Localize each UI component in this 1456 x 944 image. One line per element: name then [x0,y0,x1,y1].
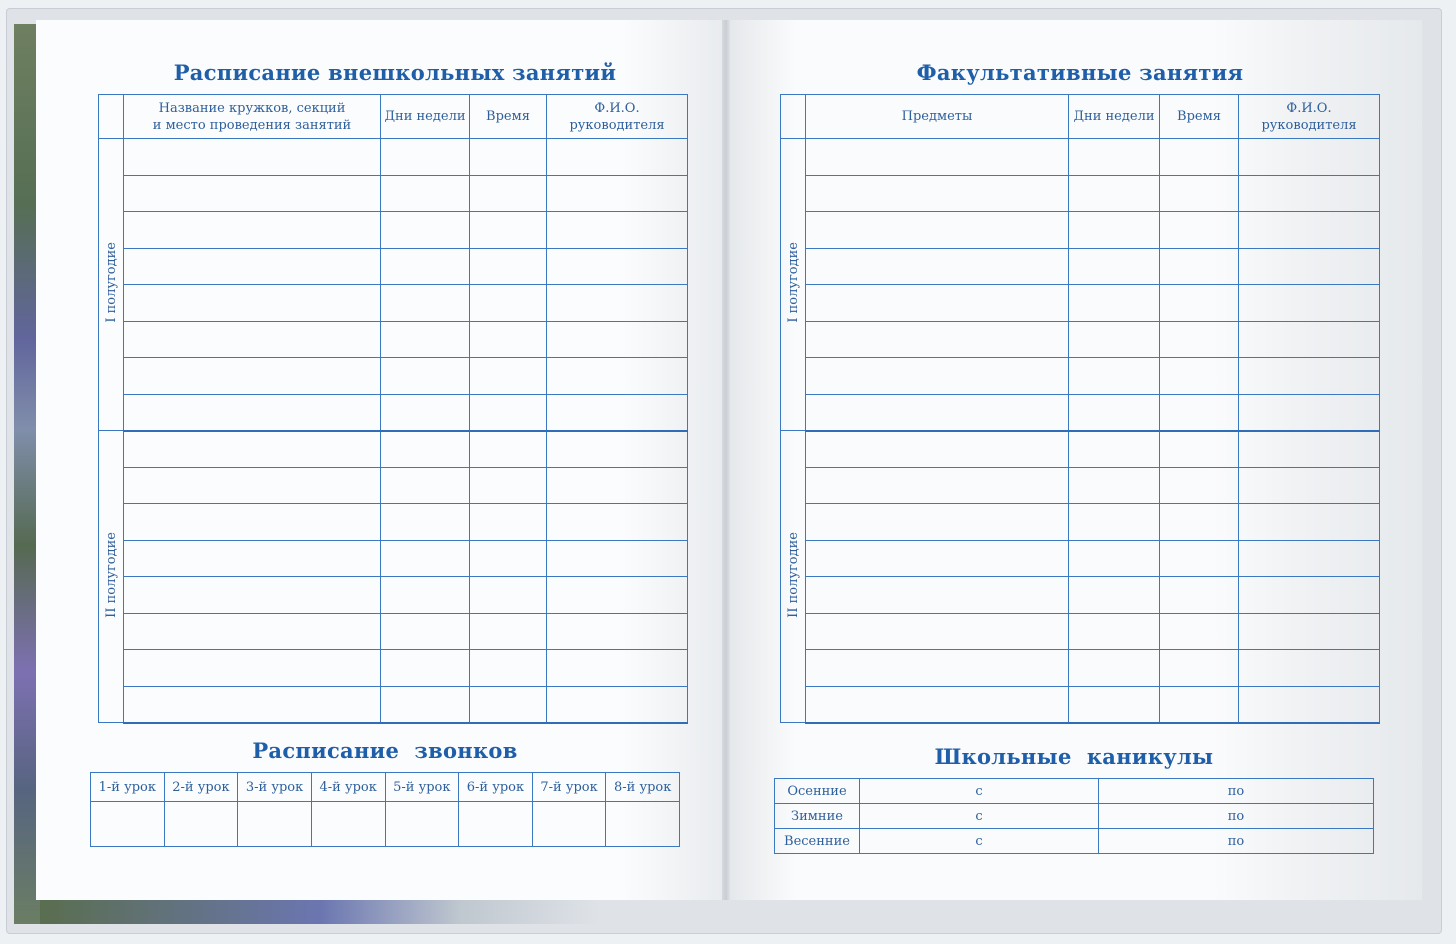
table-cell[interactable] [547,139,688,176]
table-cell[interactable] [1239,139,1380,176]
half-year-label-cell [781,139,806,431]
header-subjects: Предметы [806,95,1069,139]
table-cell[interactable] [1239,175,1380,212]
table-cell[interactable] [124,650,381,687]
table-cell[interactable] [1160,650,1239,687]
table-cell[interactable] [1239,285,1380,322]
table-cell[interactable] [381,650,470,687]
lesson-header: 5-й урок [385,773,459,802]
holiday-from[interactable]: с [860,779,1099,804]
header-days: Дни недели [381,95,470,139]
table-cell[interactable] [1160,139,1239,176]
bells-title: Расписание звонков [252,738,518,763]
table-cell[interactable] [1160,212,1239,249]
table-cell[interactable] [124,613,381,650]
table-cell[interactable] [1069,650,1160,687]
table-row [781,394,1380,431]
table-cell[interactable] [1239,577,1380,614]
holiday-row [775,829,1374,854]
table-row [781,212,1380,249]
school-holidays-table [774,778,1374,854]
table-row [99,431,688,468]
holiday-name: Весенние [775,829,860,854]
table-cell[interactable] [1160,540,1239,577]
table-row [781,577,1380,614]
table-cell[interactable] [1239,431,1380,468]
lesson-time-cell[interactable] [532,802,606,847]
table-cell[interactable] [806,358,1069,395]
table-cell[interactable] [1239,504,1380,541]
table-cell[interactable] [470,467,547,504]
table-cell[interactable] [547,504,688,541]
table-cell[interactable] [470,431,547,468]
table-row [781,650,1380,687]
lesson-time-cell[interactable] [311,802,385,847]
table-row [99,540,688,577]
table-row [781,248,1380,285]
table-row [781,686,1380,723]
table-row [99,321,688,358]
table-cell[interactable] [1069,394,1160,431]
holiday-row [775,804,1374,829]
table-cell[interactable] [1069,613,1160,650]
table-cell[interactable] [1239,540,1380,577]
table-row [99,467,688,504]
table-cell[interactable] [1239,321,1380,358]
table-cell[interactable] [124,175,381,212]
table-cell[interactable] [547,175,688,212]
half-year-label-cell [781,431,806,723]
table-cell[interactable] [124,504,381,541]
table-cell[interactable] [1069,577,1160,614]
table-cell[interactable] [547,467,688,504]
table-cell[interactable] [470,139,547,176]
table-cell[interactable] [1239,358,1380,395]
table-cell[interactable] [470,613,547,650]
header-time: Время [1160,95,1239,139]
table-cell[interactable] [1069,504,1160,541]
table-cell[interactable] [1069,212,1160,249]
table-row [99,613,688,650]
table-cell[interactable] [1160,467,1239,504]
table-cell[interactable] [470,394,547,431]
holiday-row [775,779,1374,804]
table-cell[interactable] [806,321,1069,358]
table-cell[interactable] [470,321,547,358]
table-cell[interactable] [547,394,688,431]
table-row [781,504,1380,541]
holiday-to[interactable]: по [1099,829,1374,854]
table-cell[interactable] [124,248,381,285]
table-row [781,285,1380,322]
table-cell[interactable] [547,285,688,322]
bell-schedule-table [90,772,680,847]
table-row [99,175,688,212]
table-cell[interactable] [470,577,547,614]
holidays-title: Школьные каникулы [934,744,1214,769]
table-cell[interactable] [470,248,547,285]
table-row [99,285,688,322]
table-cell[interactable] [124,540,381,577]
table-cell[interactable] [1239,650,1380,687]
table-row [781,358,1380,395]
table-cell[interactable] [381,540,470,577]
table-cell[interactable] [124,321,381,358]
table-cell[interactable] [806,540,1069,577]
table-cell[interactable] [381,504,470,541]
table-cell[interactable] [1239,212,1380,249]
lesson-time-cell[interactable] [606,802,680,847]
table-cell[interactable] [806,650,1069,687]
holiday-from[interactable]: с [860,804,1099,829]
table-cell[interactable] [470,650,547,687]
holiday-name: Осенние [775,779,860,804]
table-cell[interactable] [381,175,470,212]
table-cell[interactable] [381,285,470,322]
header-days: Дни недели [1069,95,1160,139]
holiday-name: Зимние [775,804,860,829]
left-page-title: Расписание внешкольных занятий [173,60,617,85]
table-cell[interactable] [1069,686,1160,723]
table-cell[interactable] [1160,175,1239,212]
table-cell[interactable] [124,285,381,322]
table-cell[interactable] [547,686,688,723]
table-cell[interactable] [470,686,547,723]
table-cell[interactable] [547,650,688,687]
table-cell[interactable] [470,504,547,541]
table-cell[interactable] [547,212,688,249]
table-cell[interactable] [1160,358,1239,395]
table-cell[interactable] [381,394,470,431]
table-row [781,540,1380,577]
half-year-label-cell [99,431,124,723]
table-cell[interactable] [1160,248,1239,285]
table-cell[interactable] [1069,540,1160,577]
half-year-label: II полугодие [785,531,801,618]
table-cell[interactable] [547,358,688,395]
table-cell[interactable] [381,248,470,285]
table-cell[interactable] [1069,285,1160,322]
extracurricular-schedule-table [98,94,688,724]
table-cell[interactable] [806,467,1069,504]
holiday-to[interactable]: по [1099,804,1374,829]
table-cell[interactable] [806,686,1069,723]
table-cell[interactable] [1160,394,1239,431]
lesson-header: 1-й урок [91,773,165,802]
table-row [781,467,1380,504]
table-cell[interactable] [124,577,381,614]
header-time: Время [470,95,547,139]
table-row [99,358,688,395]
table-cell[interactable] [1160,613,1239,650]
table-cell[interactable] [1160,285,1239,322]
table-cell[interactable] [1239,686,1380,723]
table-cell[interactable] [124,358,381,395]
half-column-header [99,95,124,139]
table-cell[interactable] [1069,467,1160,504]
half-year-label-cell [99,139,124,431]
table-cell[interactable] [1160,431,1239,468]
table-cell[interactable] [124,686,381,723]
lesson-header: 6-й урок [459,773,533,802]
table-cell[interactable] [381,358,470,395]
table-cell[interactable] [470,358,547,395]
table-cell[interactable] [806,577,1069,614]
lesson-header: 4-й урок [311,773,385,802]
table-cell[interactable] [547,577,688,614]
table-cell[interactable] [381,431,470,468]
table-cell[interactable] [1069,175,1160,212]
table-cell[interactable] [470,175,547,212]
lesson-header: 2-й урок [164,773,238,802]
table-cell[interactable] [1160,577,1239,614]
table-cell[interactable] [806,394,1069,431]
table-cell[interactable] [1239,394,1380,431]
half-year-label: I полугодие [785,242,801,323]
table-cell[interactable] [806,212,1069,249]
lesson-time-cell[interactable] [164,802,238,847]
table-cell[interactable] [806,248,1069,285]
table-cell[interactable] [806,613,1069,650]
table-row [781,321,1380,358]
table-row [99,212,688,249]
table-cell[interactable] [381,212,470,249]
table-cell[interactable] [547,540,688,577]
table-row [99,504,688,541]
table-row [99,248,688,285]
header-leader: Ф.И.О. руководителя [547,95,688,139]
table-cell[interactable] [1239,467,1380,504]
table-cell[interactable] [1239,248,1380,285]
table-cell[interactable] [547,431,688,468]
book-spine [722,20,730,900]
table-cell[interactable] [547,248,688,285]
table-cell[interactable] [381,577,470,614]
table-cell[interactable] [1069,431,1160,468]
table-cell[interactable] [1069,358,1160,395]
table-row [781,139,1380,176]
header-club-name: Название кружков, секций и место проведения занятий [124,95,381,139]
half-column-header [781,95,806,139]
lesson-time-cell[interactable] [238,802,312,847]
holiday-to[interactable]: по [1099,779,1374,804]
lesson-time-cell[interactable] [91,802,165,847]
table-cell[interactable] [470,212,547,249]
table-cell[interactable] [381,321,470,358]
table-cell[interactable] [124,139,381,176]
table-cell[interactable] [124,431,381,468]
lesson-time-cell[interactable] [385,802,459,847]
header-leader: Ф.И.О. руководителя [1239,95,1380,139]
table-cell[interactable] [1160,504,1239,541]
half-year-label: II полугодие [103,531,119,618]
lesson-header: 8-й урок [606,773,680,802]
table-row [781,431,1380,468]
table-cell[interactable] [806,504,1069,541]
table-cell[interactable] [547,321,688,358]
table-cell[interactable] [381,467,470,504]
table-cell[interactable] [1239,613,1380,650]
table-cell[interactable] [1069,139,1160,176]
table-cell[interactable] [806,139,1069,176]
table-cell[interactable] [470,285,547,322]
table-cell[interactable] [806,431,1069,468]
lesson-time-cell[interactable] [459,802,533,847]
table-row [99,686,688,723]
table-cell[interactable] [1069,321,1160,358]
table-cell[interactable] [806,285,1069,322]
right-page-title: Факультативные занятия [916,60,1244,85]
lesson-header: 3-й урок [238,773,312,802]
holiday-from[interactable]: с [860,829,1099,854]
table-cell[interactable] [124,394,381,431]
table-cell[interactable] [1160,686,1239,723]
table-cell[interactable] [381,686,470,723]
table-cell[interactable] [124,212,381,249]
table-row [99,650,688,687]
table-cell[interactable] [124,467,381,504]
table-cell[interactable] [381,139,470,176]
electives-table [780,94,1380,724]
table-row [781,175,1380,212]
table-row [99,139,688,176]
table-cell[interactable] [806,175,1069,212]
table-cell[interactable] [547,613,688,650]
table-row [781,613,1380,650]
table-cell[interactable] [470,540,547,577]
table-row [99,394,688,431]
table-cell[interactable] [381,613,470,650]
table-cell[interactable] [1069,248,1160,285]
table-cell[interactable] [1160,321,1239,358]
cover-flower-image-bottom [40,900,740,924]
lesson-header: 7-й урок [532,773,606,802]
table-row [99,577,688,614]
half-year-label: I полугодие [103,242,119,323]
